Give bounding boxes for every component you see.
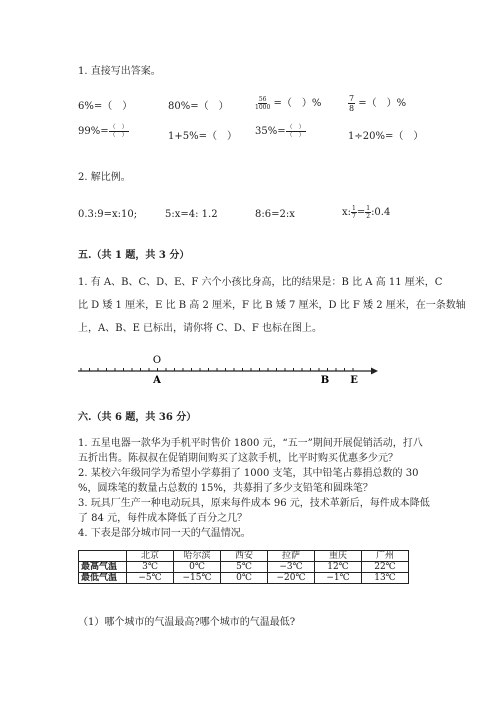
point-a-label: A (153, 375, 161, 386)
table-cell: −5℃ (127, 573, 174, 584)
table-row (79, 562, 409, 573)
section6-line-4: %，圆珠笔的数量占总数的 15%，共募捐了多少支铅笔和圆珠笔？ (78, 483, 373, 494)
table-cell: 22℃ (362, 562, 409, 573)
q1-item-1: 6%=（ ） (78, 101, 133, 112)
table-header-cell: 拉萨 (268, 551, 315, 562)
table-header-cell: 北京 (127, 551, 174, 562)
q2-item-4: x: $\frac{1}{7}$ = $\frac{1}{2}$ :0.4 (342, 205, 391, 220)
q2-item-2: 5:x=4: 1.2 (165, 209, 218, 220)
table-cell: −15℃ (174, 573, 221, 584)
q1-item-2: 80%=（ ） (168, 101, 229, 112)
point-e-label: E (350, 375, 358, 386)
section5-line-1: 1. 有 A、B、C、D、E、F 六个小孩比身高，比的结果是：B 比 A 高 11 厘米，C (78, 277, 443, 288)
table-header-cell: 广州 (362, 551, 409, 562)
table-cell: 0℃ (221, 573, 268, 584)
blank-fraction: $\frac{( )}{( )}$ (286, 124, 305, 139)
table-header-cell (79, 551, 127, 562)
table-header-cell: 西安 (221, 551, 268, 562)
q1-item-3: $\frac{56}{1000}$ =（ ）% (255, 96, 322, 111)
q1-item-7: 35%= $\frac{( )}{( )}$ (255, 124, 305, 139)
table-row (79, 573, 409, 584)
table-cell: 5℃ (221, 562, 268, 573)
table-header-cell: 哈尔滨 (174, 551, 221, 562)
blank-fraction: $\frac{( )}{( )}$ (109, 124, 128, 139)
fraction: $\frac{56}{1000}$ (255, 96, 271, 111)
table-header-row (79, 551, 409, 562)
section6-heading: 六.（共 6 题，共 36 分） (78, 412, 197, 423)
q1-title: 1. 直接写出答案。 (78, 66, 161, 77)
table-cell: −3℃ (268, 562, 315, 573)
fraction: $\frac{1}{7}$ (352, 205, 356, 220)
point-b-label: B (320, 375, 330, 386)
q1-item-5: 99%= $\frac{( )}{( )}$ (78, 124, 128, 139)
q1-item-6: 1+5%=（ ） (168, 131, 237, 142)
section6-line-3: 2. 某校六年级同学为希望小学募捐了 1000 支笔，其中铅笔占募捐总数的 30 (78, 468, 419, 479)
section5-line-2: 比 D 矮 1 厘米，E 比 B 高 2 厘米，F 比 B 矮 7 厘米，D 比 F 矮 2 厘米，在一条数轴 (78, 300, 466, 311)
q2-item-1: 0.3:9=x:10; (78, 209, 138, 220)
section6-line-1: 1. 五星电器一款华为手机平时售价 1800 元，“五一”期间开展促销活动，打八 (78, 438, 423, 449)
section5-line-3: 上，A、B、E 已标出，请你将 C、D、F 也标在图上。 (78, 323, 323, 334)
table-cell: 12℃ (315, 562, 362, 573)
table-row-label: 最高气温 (79, 562, 127, 573)
fraction: $\frac{7}{8}$ (349, 94, 355, 113)
temperature-table (78, 550, 409, 584)
table-cell: −20℃ (268, 573, 315, 584)
sub-question-1: （1）哪个城市的气温最高?哪个城市的气温最低? (78, 617, 296, 628)
section6-line-5: 3. 玩具厂生产一种电动玩具，原来每件成本 96 元，技术革新后，每件成本降低 (78, 498, 430, 509)
table-header-cell: 重庆 (315, 551, 362, 562)
table-cell: 13℃ (362, 573, 409, 584)
number-line (75, 352, 380, 388)
section6-line-6: 了 84 元，每件成本降低了百分之几？ (78, 513, 248, 524)
arrow-icon (371, 368, 378, 375)
table-cell: 0℃ (174, 562, 221, 573)
q2-title: 2. 解比例。 (78, 172, 131, 183)
section5-heading: 五.（共 1 题，共 3 分） (78, 250, 190, 261)
q2-item-3: 8:6=2:x (255, 209, 295, 220)
section6-line-2: 五折出售。陈叔叔在促销期间购买了这款手机，比平时购买优惠多少元？ (78, 453, 398, 464)
table-cell: 3℃ (127, 562, 174, 573)
table-row-label: 最低气温 (79, 573, 127, 584)
q1-item-8: 1÷20%=（ ） (348, 131, 424, 142)
table-cell: −1℃ (315, 573, 362, 584)
fraction: $\frac{1}{2}$ (366, 205, 371, 220)
q1-item-4: $\frac{7}{8}$ =（ ）% (349, 94, 407, 113)
origin-label: O (152, 355, 162, 366)
section6-line-7: 4. 下表是部分城市同一天的气温情况。 (78, 528, 251, 539)
